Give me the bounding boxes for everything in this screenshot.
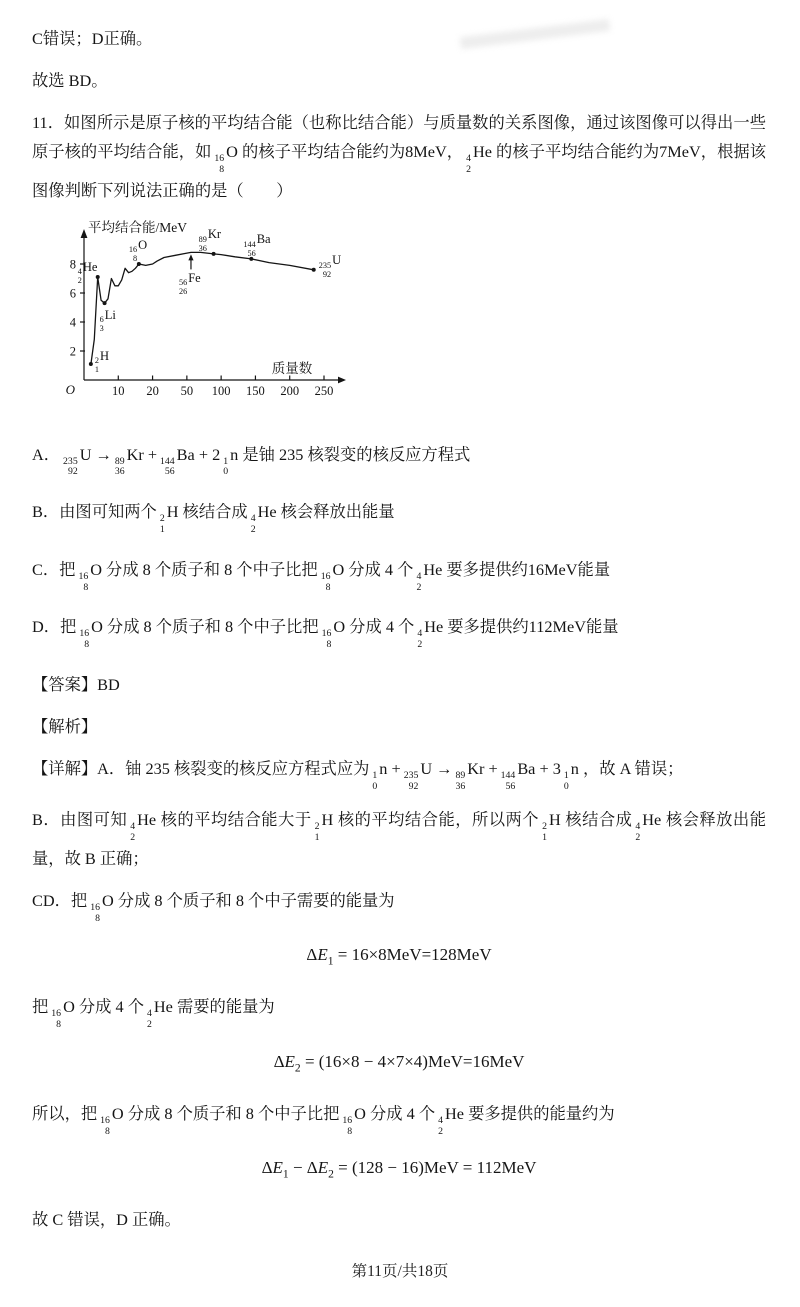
origin-label: O xyxy=(65,381,75,397)
analysis-label: 【解析】 xyxy=(32,716,98,736)
isotope-notation: 4 2 xyxy=(130,821,136,844)
isotope-notation: 235 92 xyxy=(403,769,419,792)
isotope-notation: 4 2 xyxy=(417,628,423,651)
detail-compare: 所以，把 16 8 O 分成 8 个质子和 8 个中子比把 16 8 O 分成 4 个 4 2 He 要多提供的能量约为 xyxy=(32,1103,615,1137)
data-point xyxy=(103,301,107,305)
isotope-label: 6 3 Li xyxy=(99,307,116,334)
isotope-label: 144 56 Ba xyxy=(243,232,271,258)
detail-conclusion: 故 C 错误，D 正确。 xyxy=(32,1210,181,1230)
x-tick-label: 200 xyxy=(280,383,300,398)
prev-answer-line: C错误；D正确。 xyxy=(32,29,153,48)
binding-energy-curve xyxy=(91,252,314,364)
y-tick-label: 6 xyxy=(69,286,76,301)
equation-delta-diff: $\Delta E_1 - \Delta E_2 = (128 - 16)MeV = 112MeV$ xyxy=(261,1158,537,1181)
isotope-notation: 235 92 xyxy=(63,455,78,478)
question-11-text: 11．如图所示是原子核的平均结合能（也称比结合能）与质量数的关系图像，通过该图像可以得出一些原子核的平均结合能，如 16 8 O 的核子平均结合能约为8MeV， 4 2 He 的核子平均结合能约为7MeV，根据该图像判断下列说法正确的是（ ） xyxy=(32,113,766,200)
isotope-notation: 89 36 xyxy=(114,455,125,478)
option-b: B．由图可知两个 2 1 H 核结合成 4 2 He 核会释放出能量 xyxy=(32,502,395,535)
isotope-notation: 4 2 xyxy=(438,1114,444,1137)
detail-he-intro: 把 16 8 O 分成 4 个 4 2 He 需要的能量为 xyxy=(32,997,275,1031)
x-tick-label: 50 xyxy=(180,383,194,398)
data-point xyxy=(89,362,93,366)
isotope-notation: 16 8 xyxy=(79,628,90,651)
x-tick-label: 250 xyxy=(314,383,334,398)
isotope-notation: 16 8 xyxy=(78,570,89,593)
isotope-notation: 1 0 xyxy=(223,455,229,478)
isotope-notation: 2 1 xyxy=(94,356,99,374)
isotope-notation: 144 56 xyxy=(160,455,175,478)
x-axis-arrow xyxy=(338,376,346,383)
page-footer: 第11页/共18页 xyxy=(351,1263,449,1281)
y-tick-label: 4 xyxy=(69,315,76,330)
isotope-notation: 4 2 xyxy=(416,570,422,593)
isotope-notation: 4 2 xyxy=(147,1008,152,1031)
detail-cd-intro: CD．把 16 8 O 分成 8 个质子和 8 个中子需要的能量为 xyxy=(32,890,395,924)
y-tick-label: 8 xyxy=(69,257,76,272)
y-tick-label: 2 xyxy=(69,344,76,359)
data-point xyxy=(312,267,316,271)
option-d: D．把 16 8 O 分成 8 个质子和 8 个中子比把 16 8 O 分成 4 个 4 2 He 要多提供约112MeV能量 xyxy=(32,617,619,651)
isotope-label: 56 26 Fe xyxy=(178,270,201,297)
isotope-notation: 89 36 xyxy=(198,234,207,253)
isotope-notation: 16 8 xyxy=(128,244,138,263)
binding-energy-chart xyxy=(38,218,394,424)
isotope-notation: 89 36 xyxy=(455,769,466,792)
answer-line: 【答案】BD xyxy=(32,674,120,694)
x-tick-label: 100 xyxy=(211,383,231,398)
chart-wrap xyxy=(38,218,766,424)
isotope-notation: 16 8 xyxy=(90,902,100,924)
isotope-notation: 16 8 xyxy=(214,153,225,175)
isotope-label: 235 92 U xyxy=(318,253,342,279)
isotope-notation: 2 1 xyxy=(159,513,165,535)
isotope-notation: 16 8 xyxy=(51,1008,62,1031)
detail-b: B．由图可知 4 2 He 核的平均结合能大于 2 1 H 核的平均结合能，所以两个 2 1 H 核结合成 4 2 He 核会释放出能量，故 B 正确； xyxy=(32,810,766,868)
detail-a: 【详解】A．铀 235 核裂变的核反应方程式应为 1 0 n + 235 92 U → 89 36 Kr + 144 56 Ba + 3 1 0 n ，故 A 错误； xyxy=(32,758,684,792)
y-axis-title: 平均结合能/MeV xyxy=(88,219,187,235)
isotope-notation: 4 2 xyxy=(77,267,82,285)
isotope-notation: 144 56 xyxy=(243,239,256,258)
fe-arrow-head xyxy=(188,254,193,260)
x-tick-label: 150 xyxy=(246,383,265,398)
isotope-notation: 4 2 xyxy=(635,821,641,844)
equation-delta-e1: $\Delta E_1 = 16\times 8MeV=128MeV$ xyxy=(306,945,492,968)
x-tick-label: 20 xyxy=(146,383,159,398)
option-a: A． 235 92 U → 89 36 Kr + 144 56 Ba + 2 1 0 n 是铀 235 核裂变的核反应方程式 xyxy=(32,444,471,478)
isotope-notation: 2 1 xyxy=(314,821,320,844)
isotope-label: 2 1 H xyxy=(94,348,109,374)
x-tick-label: 10 xyxy=(112,383,125,398)
isotope-notation: 6 3 xyxy=(99,315,104,334)
isotope-label: 89 36 Kr xyxy=(198,227,222,253)
isotope-notation: 4 2 xyxy=(250,513,256,535)
isotope-notation: 16 8 xyxy=(342,1114,353,1137)
isotope-notation: 16 8 xyxy=(320,570,331,593)
equation-delta-e2: $\Delta E_2 = (16\times 8 - 4\times 7\times 4)MeV=16MeV$ xyxy=(273,1051,525,1074)
x-axis-title: 质量数 xyxy=(271,360,313,376)
prev-choice-line: 故选 BD。 xyxy=(32,71,108,90)
isotope-notation: 144 56 xyxy=(500,769,516,792)
isotope-notation: 1 0 xyxy=(372,769,378,792)
y-axis-arrow xyxy=(81,229,88,238)
isotope-notation: 235 92 xyxy=(318,260,332,279)
isotope-notation: 16 8 xyxy=(100,1114,110,1137)
isotope-notation: 4 2 xyxy=(466,153,471,175)
isotope-notation: 1 0 xyxy=(563,769,569,792)
option-c: C．把 16 8 O 分成 8 个质子和 8 个中子比把 16 8 O 分成 4 个 4 2 He 要多提供约16MeV能量 xyxy=(32,559,611,593)
isotope-label: 16 8 O xyxy=(128,237,148,263)
isotope-notation: 16 8 xyxy=(321,628,332,651)
isotope-label: 4 2 He xyxy=(77,259,98,285)
isotope-notation: 2 1 xyxy=(542,821,547,844)
isotope-notation: 56 26 xyxy=(178,278,188,297)
